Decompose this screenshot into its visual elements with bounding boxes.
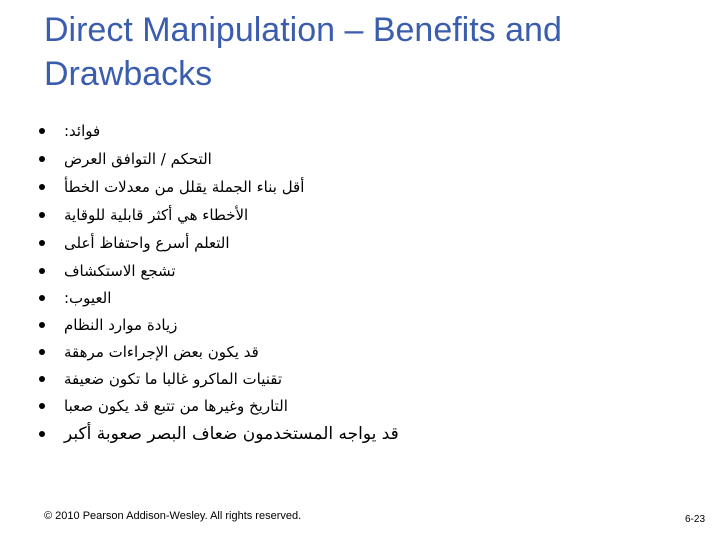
bullet-dot-icon [39,268,45,274]
bullet-item [0,258,720,284]
bullet-item [0,174,720,200]
bullet-dot-icon [39,156,45,162]
bullet-dot-icon [39,184,45,190]
bullet-item [0,421,720,447]
bullet-text: تقنيات الماكرو غالبا ما تكون ضعيفة [64,370,283,388]
page-number: 6-23 [684,514,705,525]
bullet-item [0,202,720,228]
bullet-item [0,366,720,392]
bullet-item [0,393,720,419]
slide-title-line-1: Direct Manipulation – Benefits and [44,11,562,49]
bullet-dot-icon [39,431,45,437]
bullet-dot-icon [39,376,45,382]
bullet-dot-icon [39,349,45,355]
bullet-dot-icon [39,403,45,409]
bullet-item [0,230,720,256]
bullet-item [0,285,720,311]
slide-title-line-2: Drawbacks [44,55,213,93]
bullet-dot-icon [39,128,45,134]
bullet-text: التعلم أسرع واحتفاظ أعلى [64,234,230,252]
bullet-item [0,146,720,172]
bullet-text: العيوب: [64,289,112,307]
bullet-text: الأخطاء هي أكثر قابلية للوقاية [64,206,249,224]
bullet-text: قد يكون بعض الإجراءات مرهقة [64,343,259,361]
bullet-dot-icon [39,212,45,218]
bullet-item [0,312,720,338]
bullet-text: فوائد: [64,122,101,140]
bullet-dot-icon [39,295,45,301]
bullet-item [0,118,720,144]
bullet-text: تشجع الاستكشاف [64,262,176,280]
footer-copyright: © 2010 Pearson Addison-Wesley. All rights reserved. [44,510,302,522]
bullet-dot-icon [39,240,45,246]
bullet-dot-icon [39,322,45,328]
bullet-text: قد يواجه المستخدمون ضعاف البصر صعوبة أكبر [64,424,399,444]
bullet-text: التحكم / التوافق العرض [64,150,212,168]
bullet-text: أقل بناء الجملة يقلل من معدلات الخطأ [64,178,305,196]
bullet-text: التاريخ وغيرها من تتبع قد يكون صعبا [64,397,288,415]
bullet-item [0,339,720,365]
bullet-text: زيادة موارد النظام [64,316,178,334]
